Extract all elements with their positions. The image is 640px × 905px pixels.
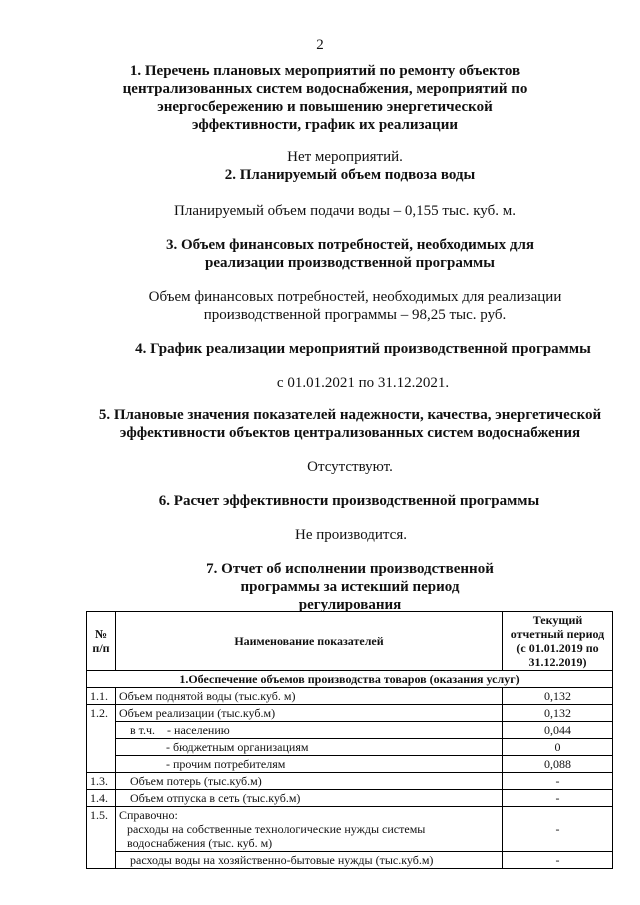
page-number: 2 xyxy=(316,37,324,53)
row-num: 1.3. xyxy=(87,773,116,790)
row-num-empty xyxy=(87,722,116,739)
section2-title: 2. Планируемый объем подвоза воды xyxy=(224,167,476,183)
section6-title: 6. Расчет эффективности производственной программы xyxy=(158,493,540,509)
row-value: - xyxy=(503,852,613,869)
row-name: - бюджетным организациям xyxy=(116,739,503,756)
row-name xyxy=(116,807,503,852)
section3-text: Объем финансовых потребностей, необходимых для реализации производственной программы – 98,25 тыс. руб. xyxy=(148,289,562,323)
row-num-empty xyxy=(87,756,116,773)
section6-text: Не производится. xyxy=(295,527,407,543)
row-value: 0,088 xyxy=(503,756,613,773)
row-value: 0,132 xyxy=(503,705,613,722)
section5-text: Отсутствуют. xyxy=(307,459,393,475)
row-value: - xyxy=(503,790,613,807)
row-label: Справочно: xyxy=(119,808,178,822)
row-value: 0 xyxy=(503,739,613,756)
row-num-empty xyxy=(87,739,116,756)
row-name xyxy=(116,722,503,739)
row-name: - прочим потребителям xyxy=(116,756,503,773)
row-value: - xyxy=(503,773,613,790)
row-num: 1.4. xyxy=(87,790,116,807)
row-num-empty xyxy=(87,852,116,869)
section4-text: с 01.01.2021 по 31.12.2021. xyxy=(276,375,450,391)
header-name: Наименование показателей xyxy=(116,612,503,671)
row-value: 0,044 xyxy=(503,722,613,739)
table-row xyxy=(87,705,613,722)
row-name: Объем поднятой воды (тыс.куб. м) xyxy=(116,688,503,705)
header-period: Текущий отчетный период (с 01.01.2019 по 31.12.2019) xyxy=(503,612,613,671)
table-group-row xyxy=(87,671,613,688)
table-row xyxy=(87,773,613,790)
table-row xyxy=(87,756,613,773)
row-name: расходы воды на хозяйственно-бытовые нужды (тыс.куб.м) xyxy=(116,852,503,869)
row-num: 1.2. xyxy=(87,705,116,722)
row-num: 1.5. xyxy=(87,807,116,852)
row-name-text: - населению xyxy=(167,723,230,737)
row-value: 0,132 xyxy=(503,688,613,705)
row-num: 1.1. xyxy=(87,688,116,705)
section3-title: 3. Объем финансовых потребностей, необходимых для реализации производственной программы xyxy=(165,237,535,271)
group-title: 1.Обеспечение объемов производства товаров (оказания услуг) xyxy=(87,671,613,688)
section7-title: 7. Отчет об исполнении производственной программы за истекший период регулирования xyxy=(206,561,494,613)
header-num: № п/п xyxy=(87,612,116,671)
report-table xyxy=(86,611,613,869)
row-value: - xyxy=(503,807,613,852)
section2-text: Планируемый объем подачи воды – 0,155 тыс. куб. м. xyxy=(174,203,516,219)
row-name: Объем потерь (тыс.куб.м) xyxy=(116,773,503,790)
row-name: Объем отпуска в сеть (тыс.куб.м) xyxy=(116,790,503,807)
row-prefix: в т.ч. xyxy=(130,723,156,737)
table-row xyxy=(87,688,613,705)
section4-title: 4. График реализации мероприятий производственной программы xyxy=(135,341,591,357)
section1-text: Нет мероприятий. xyxy=(287,149,403,165)
table-header-row xyxy=(87,612,613,671)
table-row xyxy=(87,790,613,807)
table-row xyxy=(87,739,613,756)
section5-title: 5. Плановые значения показателей надежности, качества, энергетической эффективности объектов централизованных систем водоснабжения xyxy=(98,407,602,441)
section1-title: 1. Перечень плановых мероприятий по ремонту объектов централизованных систем водоснабжения, мероприятий по энергосбережению и повышению энергетической эффективности, график их реализации xyxy=(122,63,528,133)
table-row xyxy=(87,807,613,852)
table-row xyxy=(87,722,613,739)
table-row xyxy=(87,852,613,869)
row-name: Объем реализации (тыс.куб.м) xyxy=(116,705,503,722)
row-name-text: расходы на собственные технологические нужды системы водоснабжения (тыс. куб. м) xyxy=(127,822,426,850)
